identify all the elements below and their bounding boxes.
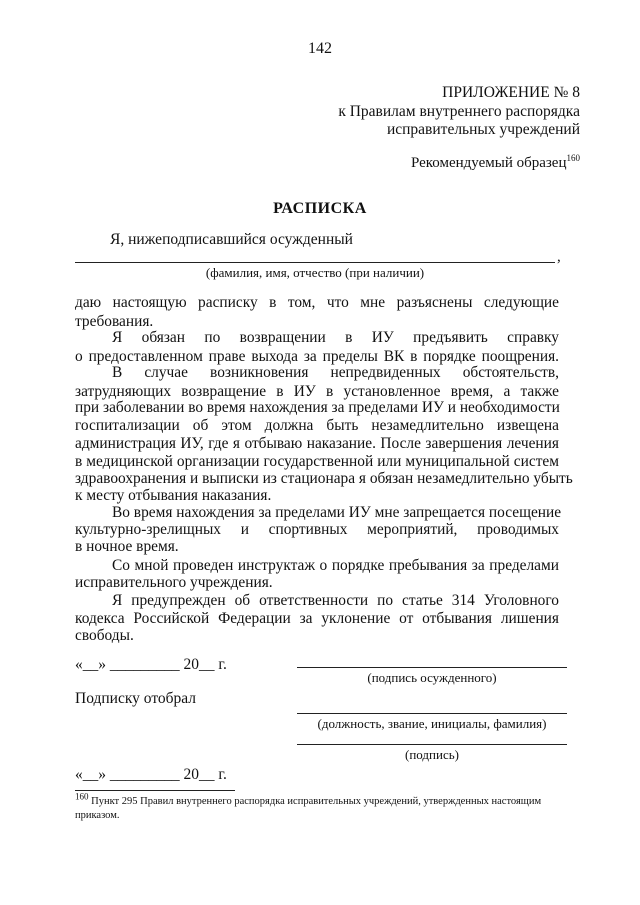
footnote-text: Пункт 295 Правил внутреннего распорядка исправительных учреждений, утвержденных настоящим [91, 796, 542, 807]
body-line-7: при заболевании во время нахождения за пределами ИУ и необходимости [75, 399, 560, 416]
body-line-20: свободы. [75, 627, 134, 644]
body-line-4: о предоставленном праве выхода за пределы ВК в порядке поощрения. [75, 348, 559, 365]
body-line-16: Со мной проведен инструктаж о порядке пребывания за пределами [112, 557, 559, 574]
date-2: «__» _________ 20__ г. [75, 766, 227, 783]
body-line-14: культурно-зрелищных и спортивных мероприятий, проводимых [75, 521, 559, 538]
body-line-5: В случае возникновения непредвиденных обстоятельств, [112, 364, 559, 381]
position-caption: (должность, звание, инициалы, фамилия) [317, 716, 547, 731]
body-line-18: Я предупрежден об ответственности по статье 314 Уголовного [112, 592, 559, 609]
footnote-line-1 [75, 791, 542, 809]
sample-label-row [300, 154, 580, 172]
body-line-13: Во время нахождения за пределами ИУ мне запрещается посещение [112, 504, 562, 521]
position-line [297, 713, 567, 714]
body-line-8: госпитализации об этом должна быть незамедлительно извещена [75, 417, 559, 434]
signature-caption-officer: (подпись) [405, 747, 459, 762]
name-line [75, 262, 555, 263]
name-caption: (фамилия, имя, отчество (при наличии) [205, 265, 425, 280]
footnote-line-2: приказом. [75, 810, 120, 821]
signature-caption-convict: (подпись осужденного) [367, 670, 497, 685]
intro-text: Я, нижеподписавшийся осужденный [110, 231, 353, 248]
footnote-ref: 160 [75, 791, 89, 802]
body-line-3: Я обязан по возвращении в ИУ предъявить справку [112, 329, 559, 346]
signature-line-convict [297, 667, 567, 668]
date-1: «__» _________ 20__ г. [75, 656, 227, 673]
footnote-separator [75, 790, 235, 791]
body-line-6: затрудняющих возвращение в ИУ в установленное время, а также [75, 383, 559, 400]
body-line-11: здравоохранения и выписки из стационара я обязан незамедлительно убыть [75, 470, 573, 487]
name-line-comma: , [557, 249, 561, 265]
sample-footnote-ref: 160 [566, 153, 580, 163]
body-line-12: к месту отбывания наказания. [75, 487, 272, 504]
body-line-10: в медицинской организации государственной или муниципальной систем [75, 453, 559, 470]
body-line-15: в ночное время. [75, 538, 179, 555]
appendix-line-1: к Правилам внутреннего распорядка [338, 103, 580, 120]
body-line-1: даю настоящую расписку в том, что мне разъяснены следующие [75, 294, 559, 311]
appendix-title: ПРИЛОЖЕНИЕ № 8 [442, 84, 580, 101]
body-line-9: администрация ИУ, где я отбываю наказание. После завершения лечения [75, 435, 559, 452]
appendix-line-2: исправительных учреждений [386, 121, 580, 138]
sample-label: Рекомендуемый образец [410, 155, 567, 171]
document-title: РАСПИСКА [273, 200, 367, 217]
signature-line-officer [297, 744, 567, 745]
body-line-2: требования. [75, 313, 154, 330]
body-line-17: исправительного учреждения. [75, 574, 273, 591]
page-number: 142 [308, 40, 332, 57]
received-by-label: Подписку отобрал [75, 690, 197, 707]
body-line-19: кодекса Российской Федерации за уклонение от отбывания лишения [75, 610, 559, 627]
